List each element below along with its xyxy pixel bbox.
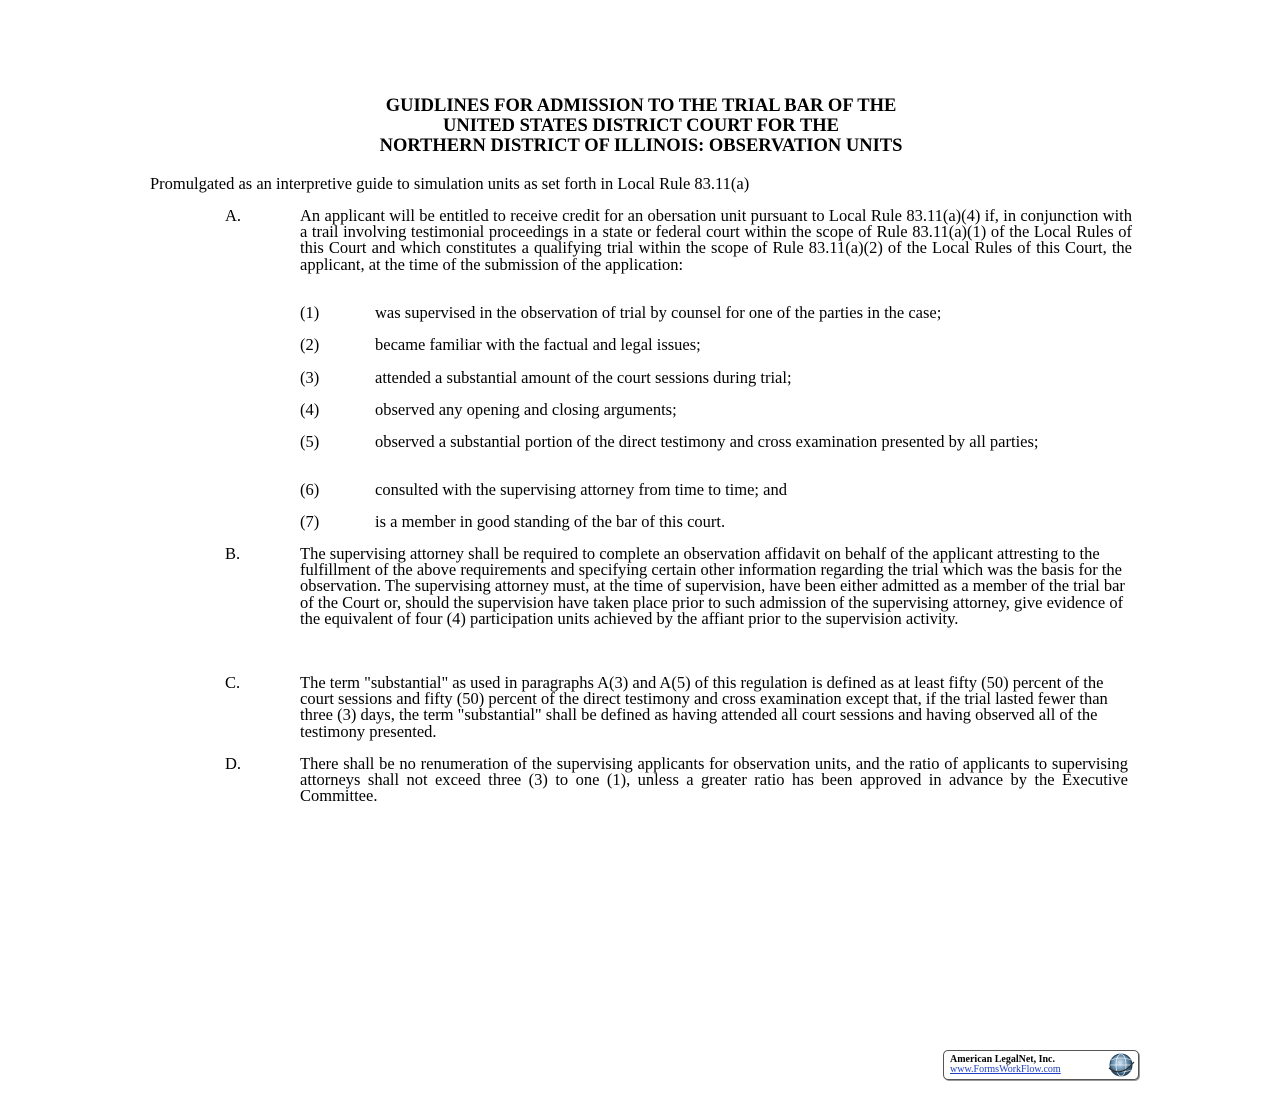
item-3-text: attended a substantial amount of the court sessions during trial; [375, 368, 792, 387]
section-c-letter: C. [225, 673, 241, 692]
section-a-text: An applicant will be entitled to receive credit for an obersation unit pursuant to Local Rule 83.11(a)(4) if, in conjunction with a trail involving testimonial proceedings in a state or federal court within the scope of Rule 83.11(a)(1) of the Local Rules of this Court and which constitutes a qualifying trial within the scope of Rule 83.11(a)(2) of the Local Rules of this Court, the applicant, at the time of the submission of the application: [300, 206, 1132, 274]
intro-text: Promulgated as an interpretive guide to simulation units as set forth in Local Rule 83.11(a) [150, 174, 750, 193]
title-line-3: NORTHERN DISTRICT OF ILLINOIS: OBSERVATION UNITS [379, 136, 903, 156]
item-5-text: observed a substantial portion of the direct testimony and cross examination presented by all parties; [375, 432, 1039, 451]
section-c-text: The term "substantial" as used in paragraphs A(3) and A(5) of this regulation is defined as at least fifty (50) percent of the court sessions and fifty (50) percent of the direct testimony and cross examination except that, if the trial lasted fewer than three (3) days, the term "substantial" shall be defined as having attended all court sessions and having observed all of the testimony presented. [300, 673, 1108, 741]
item-4-text: observed any opening and closing arguments; [375, 400, 677, 419]
section-b-letter: B. [225, 544, 241, 563]
section-b-text: The supervising attorney shall be required to complete an observation affidavit on behalf of the applicant attresting to the fulfillment of the above requirements and specifying certain other information regarding the trial which was the basis for the observation. The supervising attorney must, at the time of supervision, have been either admitted as a member of the trial bar of the Court or, should the supervision have taken place prior to such admission of the supervising attorney, give evidence of the equivalent of four (4) participation units achieved by the affiant prior to the supervision activity. [300, 544, 1125, 628]
item-6-text: consulted with the supervising attorney from time to time; and [375, 480, 787, 499]
item-1-number: (1) [300, 303, 320, 322]
item-7-text: is a member in good standing of the bar of this court. [375, 512, 726, 531]
title-line-2: UNITED STATES DISTRICT COURT FOR THE [442, 116, 839, 136]
item-1-text: was supervised in the observation of trial by counsel for one of the parties in the case; [375, 303, 942, 322]
item-7-number: (7) [300, 512, 320, 531]
document-title [0, 96, 1275, 156]
section-d-letter: D. [225, 754, 242, 773]
section-a-letter: A. [225, 206, 242, 225]
section-d-text: There shall be no renumeration of the supervising applicants for observation units, and the ratio of applicants to supervising attorneys shall not exceed three (3) to one (1), unless a greater ratio has been approved in advance by the Executive Committee. [300, 754, 1128, 806]
item-2-number: (2) [300, 335, 320, 354]
item-6-number: (6) [300, 480, 320, 499]
item-2-text: became familiar with the factual and legal issues; [375, 335, 701, 354]
logo-url-link[interactable]: www.FormsWorkFlow.com [950, 1064, 1061, 1075]
american-legalnet-logo[interactable] [943, 1050, 1139, 1080]
logo-company-name: American LegalNet, Inc. [950, 1054, 1055, 1065]
item-3-number: (3) [300, 368, 320, 387]
item-4-number: (4) [300, 400, 320, 419]
globe-icon [1106, 1052, 1136, 1078]
item-5-number: (5) [300, 432, 320, 451]
title-line-1: GUIDLINES FOR ADMISSION TO THE TRIAL BAR OF THE [385, 96, 897, 116]
